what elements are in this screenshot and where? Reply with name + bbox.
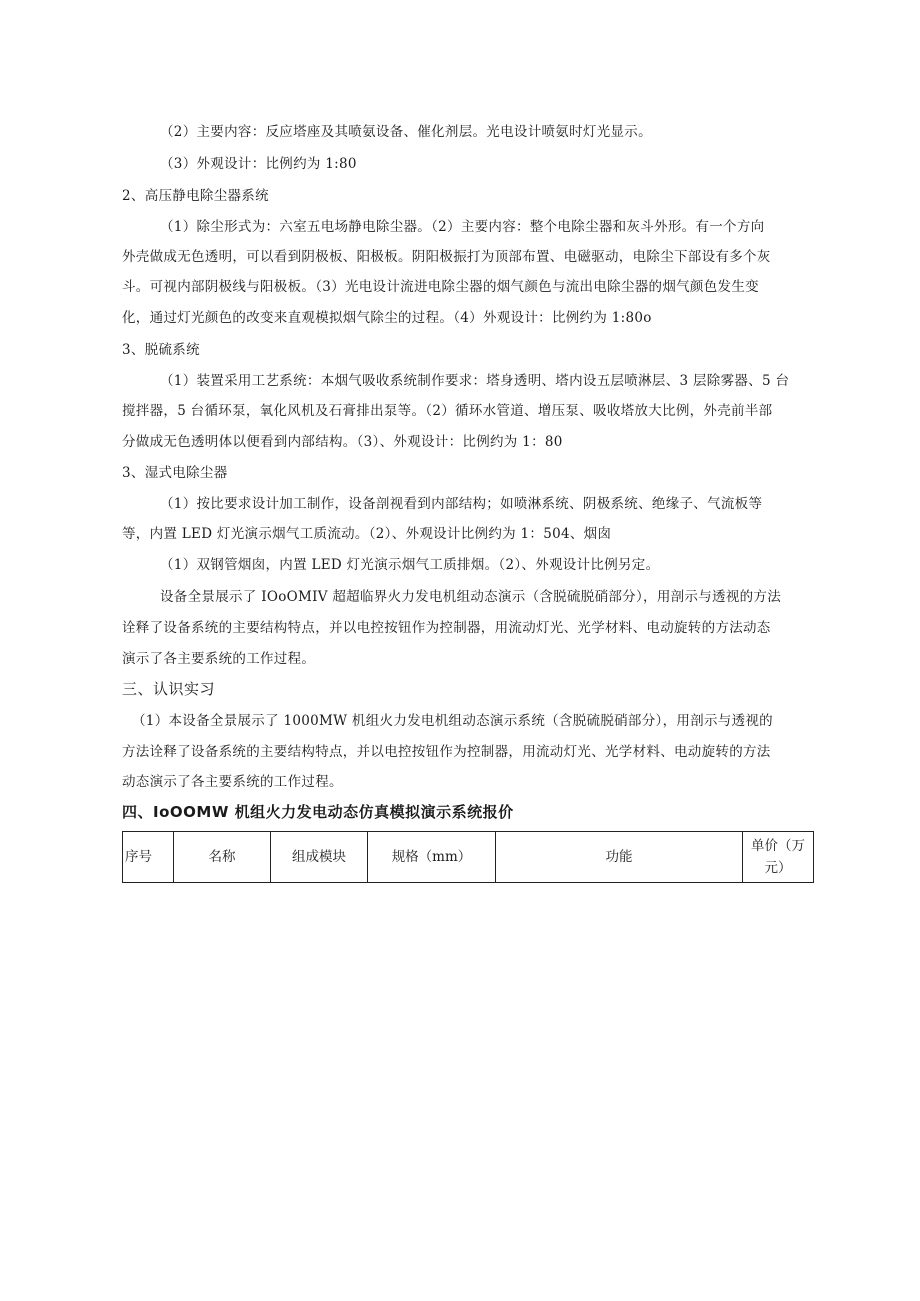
esp-line-1: （1）除尘形式为：六室五电场静电除尘器。（2）主要内容：整个电除尘器和灰斗外形。有一个方向 — [160, 219, 765, 235]
header-function: 功能 — [496, 832, 743, 883]
header-unit-price-line-1: 单价（万 — [751, 838, 805, 854]
wesp-section-title: 3、湿式电除尘器 — [122, 465, 228, 481]
overview-line-1: 设备全景展示了 IOoOMIV 超超临界火力发电机组动态演示（含脱硫脱硝部分），用剖示与透视的方法 — [160, 589, 782, 605]
section-four-title: 四、IoOOMW 机组火力发电动态仿真模拟演示系统报价 — [122, 803, 514, 821]
section-three-title: 三、认识实习 — [122, 680, 216, 698]
catalyst-item-2: （2）主要内容：反应塔座及其喷氨设备、催化剂层。光电设计喷氨时灯光显示。 — [160, 124, 652, 140]
section-three-line-3: 动态演示了各主要系统的工作过程。 — [122, 774, 343, 790]
catalyst-item-3: （3）外观设计：比例约为 1:80 — [160, 156, 357, 172]
header-spec: 规格（mm） — [368, 832, 496, 883]
desulf-section-title: 3、脱硫系统 — [122, 342, 200, 358]
table-header-row — [123, 832, 814, 883]
section-three-line-1: （1）本设备全景展示了 1000MW 机组火力发电机组动态演示系统（含脱硫脱硝部分），用剖示与透视的 — [132, 713, 773, 729]
header-name: 名称 — [174, 832, 271, 883]
header-module: 组成模块 — [271, 832, 368, 883]
header-index: 序号 — [123, 832, 174, 883]
header-unit-price-line-2: 元） — [764, 860, 792, 876]
price-table — [122, 831, 814, 883]
desulf-line-3: 分做成无色透明体以便看到内部结构。（3）、外观设计：比例约为 1：80 — [122, 434, 563, 450]
desulf-line-2: 搅拌器，5 台循环泵，氧化风机及石膏排出泵等。（2）循环水管道、增压泵、吸收塔放大比例，外壳前半部 — [122, 403, 773, 419]
overview-line-2: 诠释了设备系统的主要结构特点，并以电控按钮作为控制器，用流动灯光、光学材料、电动旋转的方法动态 — [122, 620, 771, 636]
section-three-line-2: 方法诠释了设备系统的主要结构特点，并以电控按钮作为控制器，用流动灯光、光学材料、电动旋转的方法 — [122, 744, 771, 760]
overview-line-3: 演示了各主要系统的工作过程。 — [122, 651, 316, 667]
chimney-line: （1）双钢管烟囱，内置 LED 灯光演示烟气工质排烟。（2）、外观设计比例另定。 — [160, 557, 660, 573]
esp-line-2: 外壳做成无色透明，可以看到阴极板、阳极板。阴阳极振打为顶部布置、电磁驱动，电除尘下部设有多个灰 — [122, 249, 771, 265]
esp-section-title: 2、高压静电除尘器系统 — [122, 188, 269, 204]
wesp-line-2: 等，内置 LED 灯光演示烟气工质流动。（2）、外观设计比例约为 1：504、烟囱 — [122, 526, 612, 542]
esp-line-4: 化，通过灯光颜色的改变来直观模拟烟气除尘的过程。（4）外观设计：比例约为 1:80o — [122, 310, 652, 326]
esp-line-3: 斗。可视内部阴极线与阳极板。（3）光电设计流进电除尘器的烟气颜色与流出电除尘器的烟气颜色发生变 — [122, 279, 759, 295]
header-unit-price — [743, 832, 814, 883]
wesp-line-1: （1）按比要求设计加工制作，设备剖视看到内部结构；如喷淋系统、阴极系统、绝缘子、气流板等 — [160, 496, 763, 512]
desulf-line-1: （1）装置采用工艺系统：本烟气吸收系统制作要求：塔身透明、塔内设五层喷淋层、3 层除雾器、5 台 — [160, 373, 790, 389]
